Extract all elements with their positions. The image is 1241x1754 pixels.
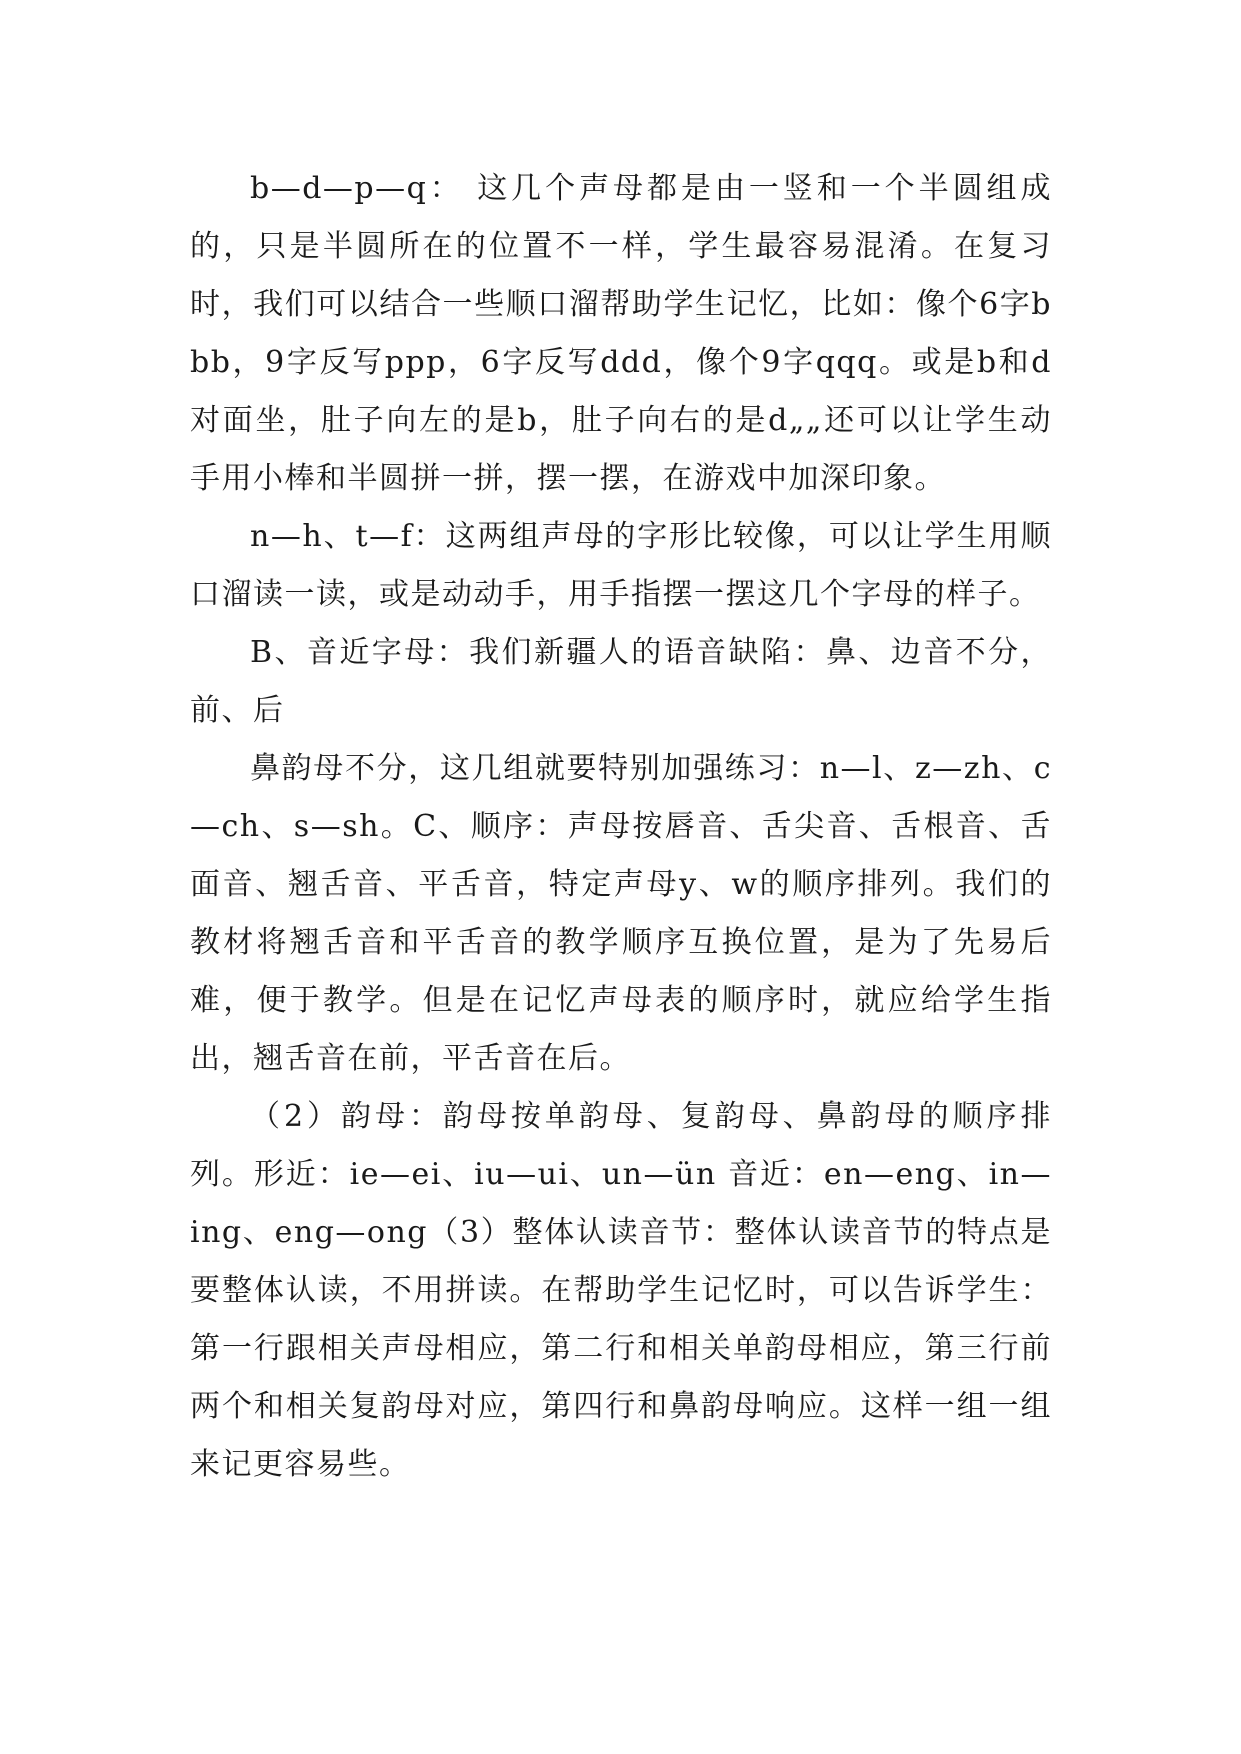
paragraph-finals-syllables: （2）韵母：韵母按单韵母、复韵母、鼻韵母的顺序排列。形近：ie—ei、iu—ui、un—ün 音近：en—eng、in—ing、eng—ong（3）整体认读音节：整体认读音节的特点是要整体认读，不用拼读。在帮助学生记忆时，可以告诉学生：第一行跟相关声母相应，第二行和相关单韵母相应，第三行前两个和相关复韵母对应，第四行和鼻韵母响应。这样一组一组来记更容易些。 [190,1099,1052,1482]
paragraph-similar-sounds: B、音近字母：我们新疆人的语音缺陷：鼻、边音不分，前、后 [190,635,1052,728]
document-body [190,160,1052,1494]
paragraph-bdpq-shapes: b—d—p—q： 这几个声母都是由一竖和一个半圆组成的，只是半圆所在的位置不一样，学生最容易混淆。在复习时，我们可以结合一些顺口溜帮助学生记忆，比如：像个6字bbb，9字反写ppp，6字反写ddd，像个9字qqq。或是b和d对面坐，肚子向左的是b，肚子向右的是d„„还可以让学生动手用小棒和半圆拼一拼，摆一摆，在游戏中加深印象。 [190,171,1052,496]
paragraph-nh-tf-shapes: n—h、t—f：这两组声母的字形比较像，可以让学生用顺口溜读一读，或是动动手，用手指摆一摆这几个字母的样子。 [190,519,1052,612]
paragraph-nasal-finals-order: 鼻韵母不分，这几组就要特别加强练习：n—l、z—zh、c—ch、s—sh。C、顺序：声母按唇音、舌尖音、舌根音、舌面音、翘舌音、平舌音，特定声母y、w的顺序排列。我们的教材将翘舌音和平舌音的教学顺序互换位置，是为了先易后难，便于教学。但是在记忆声母表的顺序时，就应给学生指出，翘舌音在前，平舌音在后。 [190,751,1052,1076]
